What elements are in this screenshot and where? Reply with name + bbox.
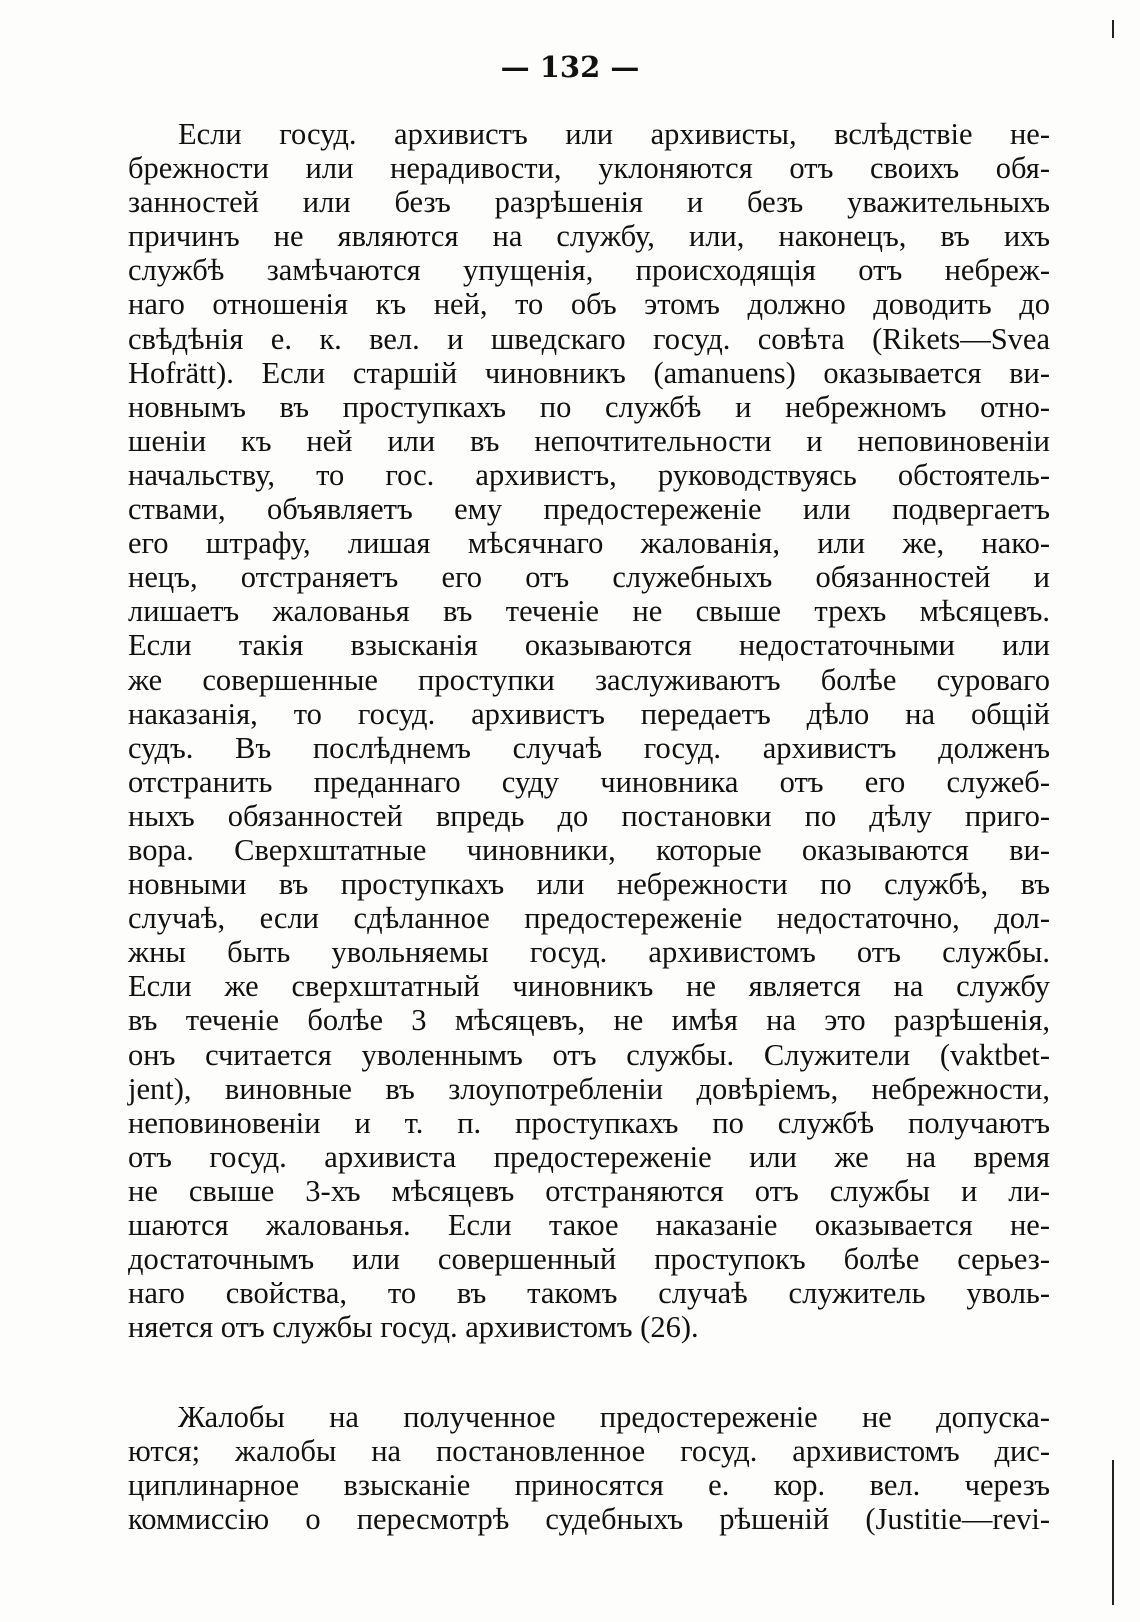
text-line: судъ. Въ послѣднемъ случаѣ госуд. архивистъ долженъ <box>128 730 1050 765</box>
text-line: въ теченіе болѣе 3 мѣсяцевъ, не имѣя на это разрѣшенія, <box>128 1003 1050 1038</box>
text-line: Hofrätt). Если старшій чиновникъ (amanuens) оказывается ви- <box>128 355 1050 390</box>
text-line: новными въ проступкахъ или небрежности по службѣ, въ <box>128 867 1050 902</box>
paragraph-1 <box>128 117 1050 1344</box>
text-line: онъ считается уволеннымъ отъ службы. Служители (vaktbet- <box>128 1037 1050 1072</box>
text-line: свѣдѣнія е. к. вел. и шведскаго госуд. совѣта (Rikets—Svea <box>128 321 1050 356</box>
text-line: службѣ замѣчаются упущенія, происходящія отъ небреж- <box>128 253 1050 288</box>
text-line: брежности или нерадивости, уклоняются отъ своихъ обя- <box>128 151 1050 186</box>
text-line: Если такія взысканія оказываются недостаточными или <box>128 628 1050 663</box>
text-line: занностей или безъ разрѣшенія и безъ уважительныхъ <box>128 185 1050 220</box>
text-line: наго отношенія къ ней, то объ этомъ должно доводить до <box>128 287 1050 322</box>
text-line: Если госуд. архивистъ или архивисты, вслѣдствіе не- <box>178 117 1050 151</box>
text-line: Жалобы на полученное предостереженіе не допуска- <box>178 1400 1050 1434</box>
paragraph-2 <box>128 1400 1050 1536</box>
text-line: шаются жалованья. Если такое наказаніе оказывается не- <box>128 1208 1050 1242</box>
text-line: ныхъ обязанностей впредь до постановки по дѣлу приго- <box>128 798 1050 833</box>
text-line: лишаетъ жалованья въ теченіе не свыше трехъ мѣсяцевъ. <box>128 594 1050 629</box>
text-line: ются; жалобы на постановленное госуд. архивистомъ дис- <box>128 1434 1050 1469</box>
text-line: коммиссію о пересмотрѣ судебныхъ рѣшеній (Justitie—revi- <box>128 1502 1050 1537</box>
text-line: случаѣ, если сдѣланное предостереженіе недостаточно, дол- <box>128 901 1050 936</box>
text-line: новнымъ въ проступкахъ по службѣ и небрежномъ отно- <box>128 389 1050 424</box>
text-line: отстранить преданнаго суду чиновника отъ его служеб- <box>128 764 1050 799</box>
text-line: начальству, то гос. архивистъ, руководствуясь обстоятель- <box>128 457 1050 492</box>
text-line: не свыше 3-хъ мѣсяцевъ отстраняются отъ службы и ли- <box>128 1173 1050 1208</box>
text-line: причинъ не являются на службу, или, наконецъ, въ ихъ <box>128 219 1050 254</box>
text-line: достаточнымъ или совершенный проступокъ болѣе серьез- <box>128 1242 1050 1277</box>
text-line: же совершенные проступки заслуживаютъ болѣе суроваго <box>128 662 1050 697</box>
text-line: наказанія, то госуд. архивистъ передаетъ дѣло на общій <box>128 696 1050 731</box>
text-line: нецъ, отстраняетъ его отъ служебныхъ обязанностей и <box>128 560 1050 595</box>
text-line: его штрафу, лишая мѣсячнаго жалованія, или же, нако- <box>128 526 1050 561</box>
text-line: отъ госуд. архивиста предостереженіе или же на время <box>128 1139 1050 1174</box>
text-line: неповиновеніи и т. п. проступкахъ по службѣ получаютъ <box>128 1105 1050 1140</box>
scan-edge-mark <box>1112 1460 1114 1605</box>
text-line: няется отъ службы госуд. архивистомъ (26). <box>128 1310 699 1345</box>
text-line: ствами, объявляетъ ему предостереженіе или подвергаетъ <box>128 492 1050 527</box>
text-line: наго свойства, то въ такомъ случаѣ служитель уволь- <box>128 1276 1050 1311</box>
text-line: Если же сверхштатный чиновникъ не является на службу <box>128 969 1050 1004</box>
text-line: jent), виновные въ злоупотребленіи довѣріемъ, небрежности, <box>128 1071 1050 1106</box>
page-number: — 132 — <box>500 50 640 84</box>
text-line: шеніи къ ней или въ непочтительности и неповиновеніи <box>128 423 1050 458</box>
text-line: циплинарное взысканіе приносятся е. кор. вел. черезъ <box>128 1468 1050 1503</box>
text-line: вора. Сверхштатные чиновники, которые оказываются ви- <box>128 832 1050 867</box>
scan-edge-mark <box>1112 20 1114 38</box>
text-line: жны быть увольняемы госуд. архивистомъ отъ службы. <box>128 935 1050 970</box>
